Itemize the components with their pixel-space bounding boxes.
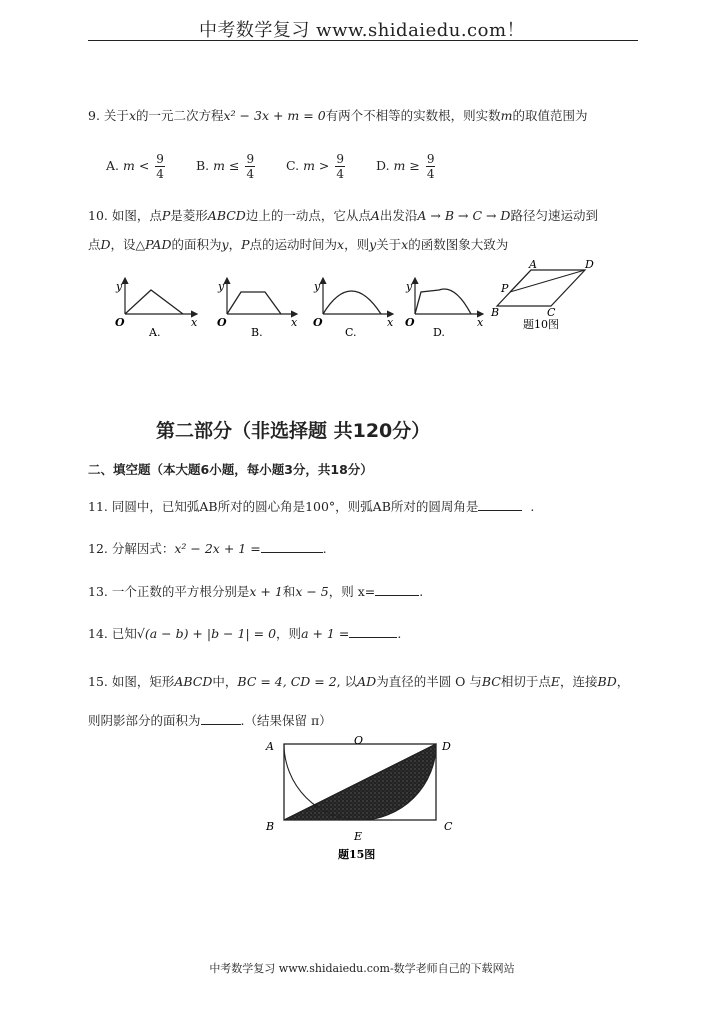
option-label: D. xyxy=(376,158,390,173)
page-footer: 中考数学复习 www.shidaiedu.com-数学老师自己的下载网站 xyxy=(209,962,515,975)
q14-expr: √(a − b) + |b − 1| = 0 xyxy=(136,626,277,641)
answer-blank[interactable] xyxy=(261,552,323,553)
q15-text: 中， xyxy=(212,674,238,689)
q9-option-d[interactable] xyxy=(376,152,437,181)
q11-end: . xyxy=(530,499,535,514)
q10-text: 出发沿 xyxy=(379,208,418,223)
point-e-label: E xyxy=(354,830,363,843)
option-lhs: m < xyxy=(123,158,150,173)
point-a-label: A xyxy=(266,740,274,753)
point-b-label: B xyxy=(491,306,500,319)
q15-line-2 xyxy=(88,711,332,729)
denominator: 4 xyxy=(246,167,255,181)
q15-var: BC xyxy=(481,674,501,689)
graph-curve xyxy=(125,290,183,314)
q15-text: 相切于点 xyxy=(500,674,551,689)
graph-c[interactable] xyxy=(313,278,394,339)
section-heading: 二、填空题（本大题6小题，每小题3分，共18分） xyxy=(88,462,373,477)
y-label: y xyxy=(314,280,321,293)
q15-line-1 xyxy=(88,672,629,690)
graph-curve xyxy=(415,289,471,314)
q15-text: 则阴影部分的面积为 xyxy=(88,713,201,728)
point-d-label: D xyxy=(442,740,451,753)
option-lhs: m > xyxy=(303,158,330,173)
q10-text: ，则 xyxy=(344,237,370,252)
q9-var-x: x xyxy=(128,108,136,123)
q10-graphs-figure xyxy=(105,258,625,344)
q9-equation: x² − 3x + m = 0 xyxy=(223,108,326,123)
q10-var: x xyxy=(337,237,345,252)
q13-expr-2: x − 5 xyxy=(295,584,329,599)
point-d-label: D xyxy=(585,258,594,271)
graph-caption: C. xyxy=(345,326,357,339)
q9-text-3: 有两个不相等的实数根，则实数 xyxy=(325,108,501,123)
graph-caption: D. xyxy=(433,326,445,339)
q15-text: , 以 xyxy=(336,674,358,689)
q10-text: 10. 如图，点 xyxy=(88,208,162,223)
rhombus-figure xyxy=(490,258,594,331)
denominator: 4 xyxy=(156,167,164,181)
q9-option-b[interactable] xyxy=(196,152,257,181)
x-label: x xyxy=(191,316,198,329)
point-c-label: C xyxy=(444,820,453,833)
graph-curve xyxy=(227,292,281,314)
graph-d[interactable] xyxy=(405,278,484,339)
x-label: x xyxy=(477,316,484,329)
q10-var: D xyxy=(100,237,111,252)
q10-text: ， xyxy=(228,237,242,252)
y-label: y xyxy=(406,280,413,293)
q14-expr-2: a + 1 = xyxy=(301,626,350,641)
point-b-label: B xyxy=(266,820,275,833)
q10-line-1 xyxy=(88,206,598,224)
q15-text: 为直径的半圆 O 与 xyxy=(376,674,482,689)
part-two-title: 第二部分（非选择题 共120分） xyxy=(156,420,431,442)
option-lhs: m ≤ xyxy=(213,158,240,173)
header-rule xyxy=(88,40,638,41)
q11-text: 11. 同圆中，已知弧AB所对的圆心角是100°，则弧AB所对的圆周角是 xyxy=(88,499,479,514)
q15-figure xyxy=(262,732,468,864)
q9-var-m: m xyxy=(500,108,513,123)
question-14 xyxy=(88,624,401,642)
y-label: y xyxy=(116,280,123,293)
x-label: x xyxy=(291,316,298,329)
q13-end: . xyxy=(419,584,424,599)
q15-var: AD xyxy=(357,674,377,689)
q9-text-2: 的一元二次方程 xyxy=(136,108,224,123)
numerator: 9 xyxy=(336,152,345,166)
q10-text: 边上的一动点，它从点 xyxy=(245,208,371,223)
numerator: 9 xyxy=(156,152,164,166)
option-label: A. xyxy=(106,158,120,173)
point-c-label: C xyxy=(547,306,556,319)
question-11 xyxy=(88,497,534,515)
origin-label: O xyxy=(217,316,227,329)
fraction xyxy=(245,152,255,181)
q15-var: ABCD xyxy=(174,674,213,689)
q10-line-2 xyxy=(88,235,508,253)
rhombus-caption: 题10图 xyxy=(523,318,559,331)
q10-var: PAD xyxy=(145,237,172,252)
graph-a[interactable] xyxy=(115,278,198,339)
fraction xyxy=(426,152,436,181)
q10-text: 是菱形 xyxy=(170,208,208,223)
q15-text: .（结果保留 π） xyxy=(240,713,332,728)
y-label: y xyxy=(218,280,225,293)
option-label: C. xyxy=(286,158,300,173)
question-13 xyxy=(88,582,423,600)
q9-option-c[interactable] xyxy=(286,152,347,181)
q9-option-a[interactable] xyxy=(106,152,167,181)
q9-text-1: 关于 xyxy=(103,108,129,123)
q15-var: E xyxy=(550,674,561,689)
q15-text: ，连接 xyxy=(560,674,598,689)
q10-path: A → B → C → D xyxy=(417,208,511,223)
rhombus-shape xyxy=(497,270,585,306)
q15-var: BD xyxy=(597,674,617,689)
q13-expr-1: x + 1 xyxy=(249,584,283,599)
fraction xyxy=(335,152,345,181)
origin-label: O xyxy=(115,316,125,329)
q14-end: . xyxy=(397,626,402,641)
q10-text: 点的运动时间为 xyxy=(249,237,338,252)
denominator: 4 xyxy=(336,167,345,181)
fraction xyxy=(155,152,165,181)
q15-condition: BC = 4, CD = 2 xyxy=(237,674,337,689)
q13-and: 和 xyxy=(282,584,296,599)
q10-text: 的面积为 xyxy=(171,237,222,252)
q15-text: ， xyxy=(616,674,630,689)
point-p-label: P xyxy=(501,282,509,295)
q12-text: 12. 分解因式： xyxy=(88,541,175,556)
q10-text: 关于 xyxy=(376,237,402,252)
q13-text-2: ，则 x= xyxy=(328,584,376,599)
q10-var: P xyxy=(241,237,250,252)
q10-var: y xyxy=(221,237,229,252)
point-o-label: O xyxy=(354,734,364,747)
origin-label: O xyxy=(405,316,415,329)
q10-var: ABCD xyxy=(207,208,246,223)
q15-text: 15. 如图，矩形 xyxy=(88,674,175,689)
numerator: 9 xyxy=(246,152,255,166)
x-label: x xyxy=(387,316,394,329)
q9-text-4: 的取值范围为 xyxy=(512,108,588,123)
answer-blank[interactable] xyxy=(478,510,522,511)
q10-text: 路径匀速运动到 xyxy=(510,208,598,223)
q9-number: 9. xyxy=(88,108,100,123)
q14-text: 14. 已知 xyxy=(88,626,137,641)
answer-blank[interactable] xyxy=(375,595,419,596)
graph-caption: B. xyxy=(251,326,263,339)
q12-end: . xyxy=(322,541,327,556)
q14-text-2: ，则 xyxy=(276,626,302,641)
numerator: 9 xyxy=(426,152,435,166)
q10-var: A xyxy=(370,208,380,223)
q10-text: 的函数图象大致为 xyxy=(408,237,509,252)
q10-text: 点 xyxy=(88,237,101,252)
q12-expr: x² − 2x + 1 = xyxy=(174,541,261,556)
question-12 xyxy=(88,539,327,557)
graph-caption: A. xyxy=(149,326,161,339)
q10-var: x xyxy=(401,237,409,252)
figure-caption: 题15图 xyxy=(338,848,376,861)
option-lhs: m ≥ xyxy=(393,158,420,173)
graph-curve xyxy=(323,291,381,314)
point-a-label: A xyxy=(529,258,537,271)
denominator: 4 xyxy=(426,167,435,181)
origin-label: O xyxy=(313,316,323,329)
option-label: B. xyxy=(196,158,210,173)
q10-var: y xyxy=(369,237,377,252)
q10-var: P xyxy=(161,208,171,223)
answer-blank[interactable] xyxy=(349,637,397,638)
q13-text: 13. 一个正数的平方根分别是 xyxy=(88,584,250,599)
q10-text: ，设△ xyxy=(110,237,146,252)
graph-b[interactable] xyxy=(217,278,298,339)
page-header: 中考数学复习 www.shidaiedu.com！ xyxy=(198,20,526,41)
question-9 xyxy=(88,106,588,124)
answer-blank[interactable] xyxy=(201,724,241,725)
